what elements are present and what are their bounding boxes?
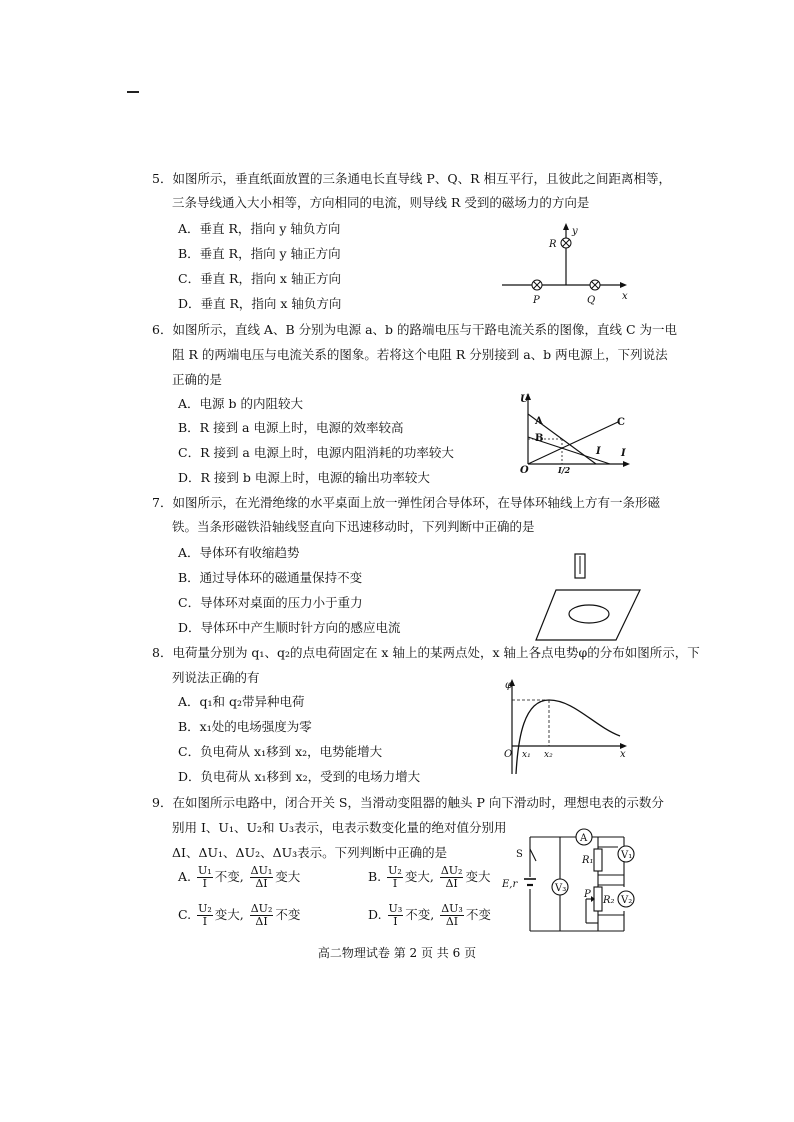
q7-option-c[interactable]: C．导体环对桌面的压力小于重力 — [178, 595, 363, 610]
label-p: P — [533, 295, 540, 306]
label-y: y — [572, 226, 578, 237]
page-footer: 高二物理试卷 第 2 页 共 6 页 — [317, 946, 477, 960]
q5-option-c[interactable]: C．垂直 R，指向 x 轴正方向 — [178, 271, 341, 286]
q7-line-2: 铁。当条形磁铁沿轴线竖直向下迅速移动时，下列判断中正确的是 — [172, 519, 535, 534]
q8-potential-graph — [502, 678, 632, 782]
bar-magnet-icon — [575, 554, 585, 578]
label-s: S — [516, 849, 523, 860]
label-b: B — [535, 433, 544, 444]
q9-option-b[interactable]: B. $\frac{\text{U₂}}{I}$ 变大, $\frac{\text{ΔU₂}}{\Delta I}$ 变大 — [368, 864, 491, 890]
label-r: R — [549, 239, 557, 250]
q7-option-d[interactable]: D．导体环中产生顺时针方向的感应电流 — [178, 620, 401, 635]
q8-option-b[interactable]: B．x₁处的电场强度为零 — [178, 719, 312, 734]
q9-option-d[interactable]: D. $\frac{\text{U₃}}{I}$ 不变, $\frac{\text{ΔU₃}}{\Delta I}$ 不变 — [368, 902, 491, 928]
q8-line-1: 8．电荷量分别为 q₁、q₂的点电荷固定在 x 轴上的某两点处，x 轴上各点电势φ的分布如图所示，下 — [152, 645, 700, 660]
q7-magnet-figure — [532, 552, 647, 648]
svg-text:V₁: V₁ — [621, 850, 633, 861]
q7-line-1: 7．如图所示，在光滑绝缘的水平桌面上放一弹性闭合导体环，在导体环轴线上方有一条形磁 — [152, 495, 660, 510]
axis-i: I — [621, 448, 626, 459]
q9-line-1: 9．在如图所示电路中，闭合开关 S，当滑动变阻器的触头 P 向下滑动时，理想电表的示数分 — [152, 795, 664, 810]
q9-line-2: 别用 I、U₁、U₂和 U₃表示，电表示数变化量的绝对值分别用 — [172, 820, 507, 835]
axis-u: U — [520, 394, 529, 405]
label-i0: I — [596, 446, 601, 457]
label-c: C — [617, 417, 625, 428]
q6-line-3: 正确的是 — [172, 372, 223, 387]
axis-x: x — [620, 749, 626, 760]
switch-s-icon — [530, 849, 536, 861]
q5-line-1: 5．如图所示，垂直纸面放置的三条通电长直导线 P、Q、R 相互平行，且彼此之间距离相等， — [152, 171, 671, 186]
q5-option-a[interactable]: A．垂直 R，指向 y 轴负方向 — [178, 221, 341, 236]
rheostat-r2-icon — [594, 887, 602, 911]
q8-option-d[interactable]: D．负电荷从 x₁移到 x₂，受到的电场力增大 — [178, 769, 421, 784]
phi-curve — [516, 700, 620, 774]
wire-p-icon — [532, 280, 542, 290]
q6-option-d[interactable]: D．R 接到 b 电源上时，电源的输出功率较大 — [178, 470, 430, 485]
wire-q-icon — [590, 280, 600, 290]
q9-option-a[interactable]: A. $\frac{\text{U₁}}{I}$ 不变, $\frac{\text{ΔU₁}}{\Delta I}$ 变大 — [178, 864, 301, 890]
conductor-ring-icon — [569, 605, 609, 623]
resistor-r1-icon — [594, 849, 602, 871]
q5-option-b[interactable]: B．垂直 R，指向 y 轴正方向 — [178, 246, 341, 261]
q7-option-b[interactable]: B．通过导体环的磁通量保持不变 — [178, 570, 363, 585]
tick-x2: x₂ — [544, 750, 553, 760]
tick-half: I/2 — [558, 465, 571, 475]
q9-line-3: ΔI、ΔU₁、ΔU₂、ΔU₃表示。下列判断中正确的是 — [172, 845, 448, 860]
voltmeter-v3-icon — [552, 879, 568, 895]
q7-option-a[interactable]: A．导体环有收缩趋势 — [178, 545, 300, 560]
label-x: x — [622, 291, 628, 302]
voltmeter-v1-icon — [618, 846, 634, 862]
label-q: Q — [587, 295, 596, 306]
q6-option-b[interactable]: B．R 接到 a 电源上时，电源的效率较高 — [178, 420, 404, 435]
axis-phi: φ — [505, 680, 513, 691]
svg-text:A: A — [580, 833, 588, 844]
svg-text:V₃: V₃ — [555, 883, 567, 894]
label-er: E,r — [502, 879, 518, 890]
label-r1: R₁ — [582, 855, 594, 866]
q6-option-c[interactable]: C．R 接到 a 电源上时，电源内阻消耗的功率较大 — [178, 445, 454, 460]
q9-option-c[interactable]: C. $\frac{\text{U₂}}{I}$ 变大, $\frac{\text{ΔU₂}}{\Delta I}$ 不变 — [178, 902, 301, 928]
q8-line-2: 列说法正确的有 — [172, 670, 260, 685]
label-a: A — [535, 416, 543, 427]
q5-wire-figure — [500, 222, 640, 316]
q9-circuit-diagram — [502, 827, 642, 946]
q6-ui-graph — [518, 392, 633, 481]
origin-o: O — [504, 749, 513, 760]
q5-option-d[interactable]: D．垂直 R，指向 x 轴负方向 — [178, 296, 342, 311]
tick-x1: x₁ — [522, 750, 531, 760]
origin-o: O — [520, 465, 529, 476]
header-mark — [127, 91, 139, 93]
label-r2: R₂ — [603, 895, 615, 906]
q6-option-a[interactable]: A．电源 b 的内阻较大 — [178, 396, 303, 411]
wire-r-icon — [561, 238, 571, 248]
q5-line-2: 三条导线通入大小相等，方向相同的电流，则导线 R 受到的磁场力的方向是 — [172, 195, 590, 210]
label-p: P — [584, 889, 591, 900]
svg-text:V₂: V₂ — [621, 895, 633, 906]
q8-option-a[interactable]: A．q₁和 q₂带异种电荷 — [178, 694, 305, 709]
voltmeter-v2-icon — [618, 891, 634, 907]
q6-line-2: 阻 R 的两端电压与电流关系的图象。若将这个电阻 R 分别接到 a、b 两电源上，下列说法 — [172, 347, 668, 362]
q8-option-c[interactable]: C．负电荷从 x₁移到 x₂，电势能增大 — [178, 744, 383, 759]
ammeter-icon — [576, 829, 592, 845]
q6-line-1: 6．如图所示，直线 A、B 分别为电源 a、b 的路端电压与干路电流关系的图像，直线 C 为一电 — [152, 322, 678, 337]
